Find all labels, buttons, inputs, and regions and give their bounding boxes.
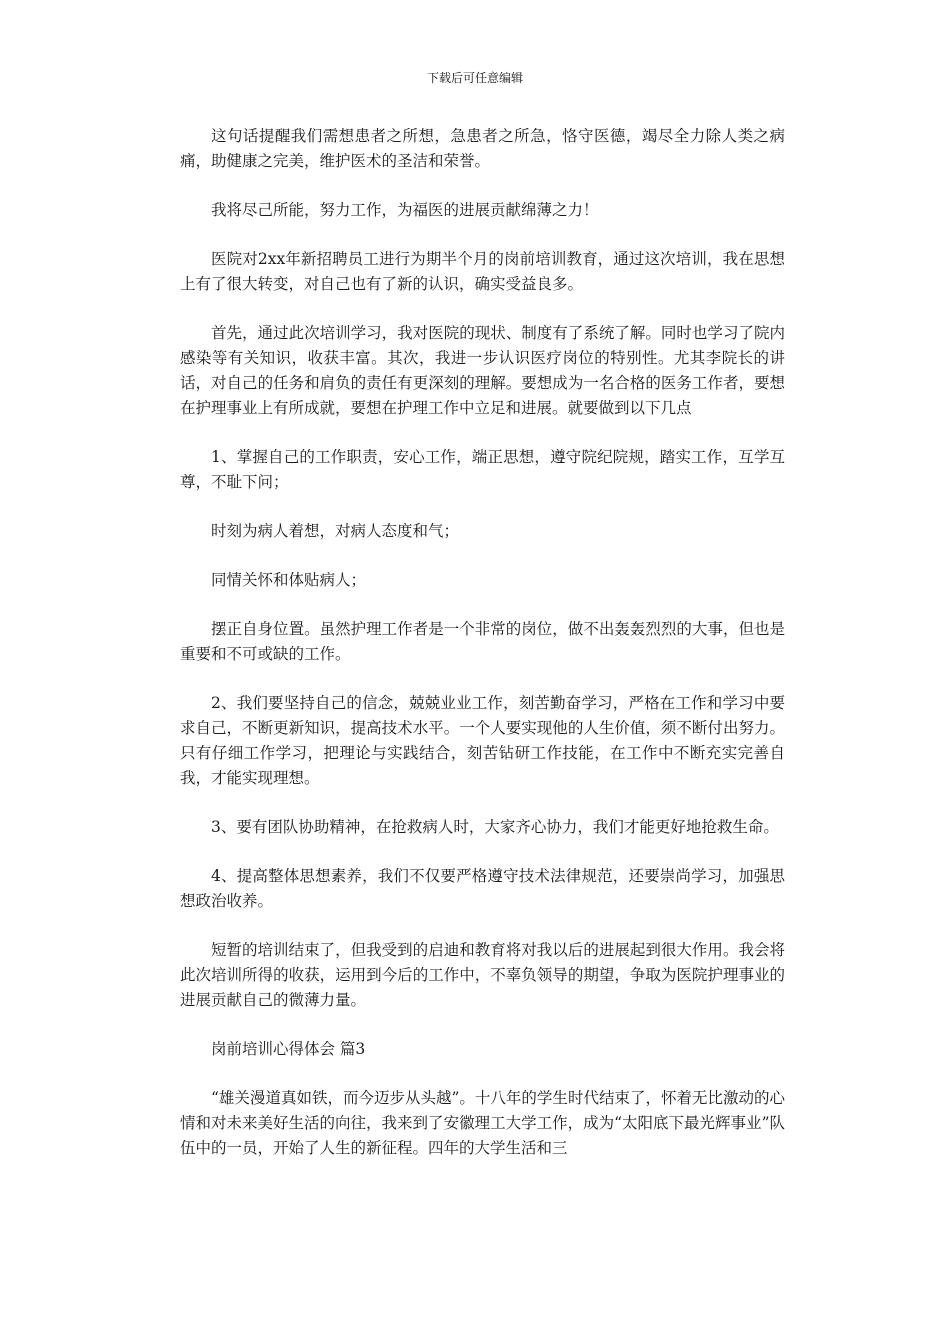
paragraph: 2、我们要坚持自己的信念，兢兢业业工作，刻苦勤奋学习，严格在工作和学习中要求自己，不断更新知识，提高技术水平。一个人要实现他的人生价值，须不断付出努力。只有仔细工作学习，把理论与实践结合，刻苦钻研工作技能，在工作中不断充实完善自我，才能实现理想。	[180, 694, 785, 787]
paragraph: 4、提高整体思想素养，我们不仅要严格遵守技术法律规范，还要崇尚学习，加强思想政治收养。	[180, 867, 785, 910]
paragraph: 短暂的培训结束了，但我受到的启迪和教育将对我以后的进展起到很大作用。我会将此次培训所得的收获，运用到今后的工作中，不辜负领导的期望，争取为医院护理事业的进展贡献自己的微薄力量。	[180, 941, 785, 1009]
paragraph: 医院对2xx年新招聘员工进行为期半个月的岗前培训教育，通过这次培训，我在思想上有了很大转变，对自己也有了新的认识，确实受益良多。	[180, 250, 785, 293]
paragraph: 这句话提醒我们需想患者之所想，急患者之所急，恪守医德，竭尽全力除人类之病痛，助健康之完美，维护医术的圣洁和荣誉。	[180, 127, 785, 170]
paragraph: “雄关漫道真如铁，而今迈步从头越”。十八年的学生时代结束了，怀着无比激动的心情和对未来美好生活的向往，我来到了安徽理工大学工作，成为“太阳底下最光辉事业”队伍中的一员，开始了人生的新征程。四年的大学生活和三	[180, 1089, 785, 1157]
paragraph: 时刻为病人着想，对病人态度和气；	[211, 522, 460, 540]
download-note: 下载后可任意编辑	[426, 71, 523, 85]
paragraph: 同情关怀和体贴病人；	[211, 571, 367, 589]
paragraph: 首先，通过此次培训学习，我对医院的现状、制度有了系统了解。同时也学习了院内感染等有关知识，收获丰富。其次，我进一步认识医疗岗位的特别性。尤其李院长的讲话，对自己的任务和肩负的责任有更深刻的理解。要想成为一名合格的医务工作者，要想在护理事业上有所成就，要想在护理工作中立足和进展。就要做到以下几点	[180, 324, 785, 417]
document-body	[180, 124, 785, 1185]
section-heading: 岗前培训心得体会 篇3	[211, 1040, 366, 1058]
paragraph: 1、掌握自己的工作职责，安心工作，端正思想，遵守院纪院规，踏实工作，互学互尊，不耻下问；	[180, 448, 785, 491]
paragraph: 摆正自身位置。虽然护理工作者是一个非常的岗位，做不出轰轰烈烈的大事，但也是重要和不可或缺的工作。	[180, 620, 785, 663]
paragraph: 3、要有团队协助精神，在抢救病人时，大家齐心协力，我们才能更好地抢救生命。	[211, 818, 779, 836]
paragraph: 我将尽己所能，努力工作，为福医的进展贡献绵薄之力！	[211, 201, 599, 219]
